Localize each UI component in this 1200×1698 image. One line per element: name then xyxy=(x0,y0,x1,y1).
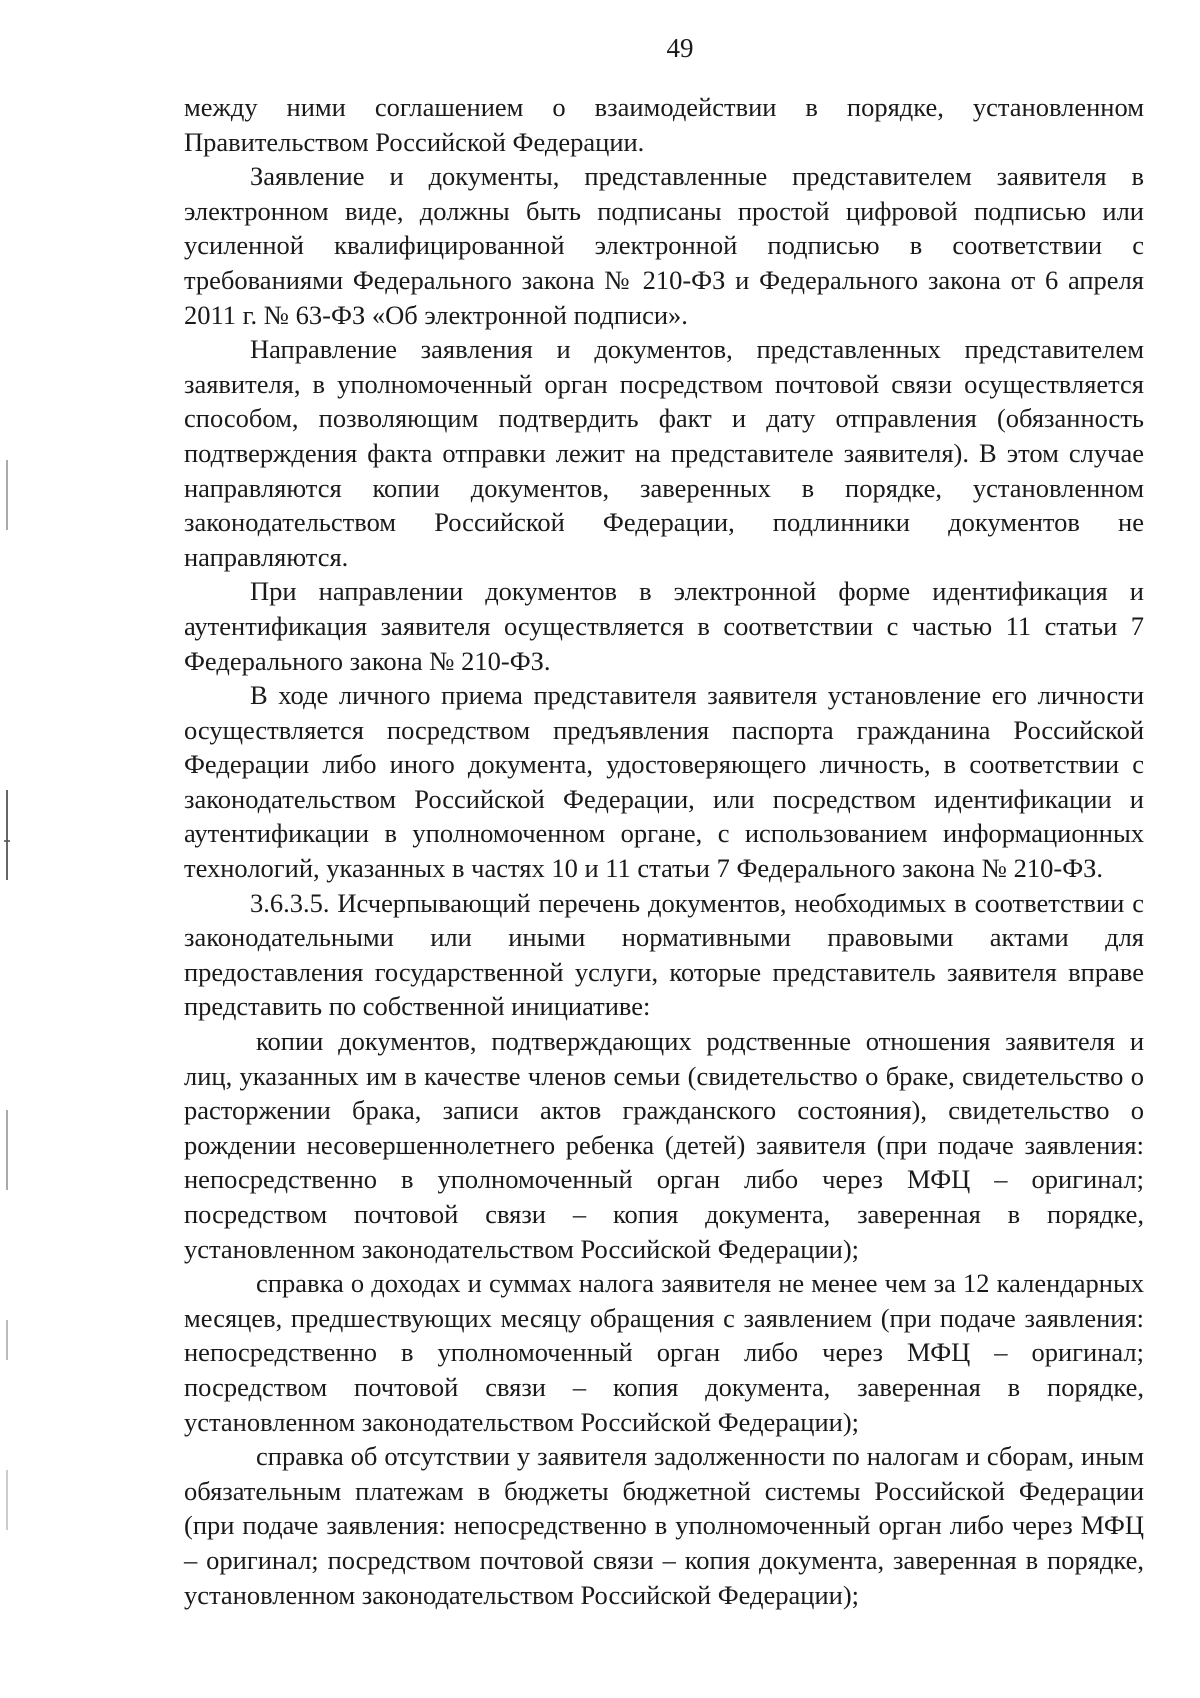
scan-margin-mark xyxy=(6,1470,8,1530)
paragraph-electronic-identification: При направлении документов в электронной форме идентификация и аутентификация заявителя осуществляется в соответствии с частью 11 статьи 7 Федерального закона № 210-ФЗ. xyxy=(184,576,1144,676)
scan-margin-mark xyxy=(6,790,8,880)
scan-margin-mark xyxy=(6,1320,8,1360)
paragraph-postal-submission: Направление заявления и документов, представленных представителем заявителя, в уполномоченный орган посредством почтовой связи осуществляется способом, позволяющим подтвердить факт и дату отправления (обязанность подтверждения факта отправки лежит на представителе заявителя). В этом случае направляются копии документов, заверенных в порядке, установленном законодательством Российской Федерации, подлинники документов не направляются. xyxy=(184,334,1144,572)
paragraph-continuation: между ними соглашением о взаимодействии в порядке, установленном Правительством Российской Федерации. xyxy=(184,92,1144,157)
paragraph-electronic-signature: Заявление и документы, представленные представителем заявителя в электронном виде, должны быть подписаны простой цифровой подписью или усиленной квалифицированной электронной подписью в соответствии с требованиями Федерального закона № 210-ФЗ и Федерального закона от 6 апреля 2011 г. № 63-ФЗ «Об электронной подписи». xyxy=(184,161,1144,330)
paragraph-clause-3-6-3-5: 3.6.3.5. Исчерпывающий перечень документов, необходимых в соответствии с законодательными или иными нормативными правовыми актами для предоставления государственной услуги, которые представитель заявителя вправе представить по собственной инициативе: xyxy=(184,887,1144,1022)
list-item-kinship-documents: копии документов, подтверждающих родственные отношения заявителя и лиц, указанных им в качестве членов семьи (свидетельство о браке, свидетельство о расторжении брака, записи актов гражданского состояния), свидетельство о рождении несовершеннолетнего ребенка (детей) заявителя (при подаче заявления: непосредственно в уполномоченный орган либо через МФЦ – оригинал; посредством почтовой связи – копия документа, заверенная в порядке, установленном законодательством Российской Федерации); xyxy=(184,1026,1144,1264)
scan-margin-mark xyxy=(6,1110,8,1190)
scan-margin-mark xyxy=(4,840,10,842)
scan-margin-mark xyxy=(6,460,8,530)
page-number: 49 xyxy=(666,33,694,63)
paragraph-personal-reception: В ходе личного приема представителя заявителя установление его личности осуществляется посредством предъявления паспорта гражданина Российской Федерации либо иного документа, удостоверяющего личность, в соответствии с законодательством Российской Федерации, или посредством идентификации и аутентификации в уполномоченном органе, с использованием информационных технологий, указанных в частях 10 и 11 статьи 7 Федерального закона № 210-ФЗ. xyxy=(184,680,1144,884)
list-item-tax-debt-certificate: справка об отсутствии у заявителя задолженности по налогам и сборам, иным обязательным платежам в бюджеты бюджетной системы Российской Федерации (при подаче заявления: непосредственно в уполномоченный орган либо через МФЦ – оригинал; посредством почтовой связи – копия документа, заверенная в порядке, установленном законодательством Российской Федерации); xyxy=(184,1441,1144,1610)
list-item-income-certificate: справка о доходах и суммах налога заявителя не менее чем за 12 календарных месяцев, предшествующих месяцу обращения с заявлением (при подаче заявления: непосредственно в уполномоченный орган либо через МФЦ – оригинал; посредством почтовой связи – копия документа, заверенная в порядке, установленном законодательством Российской Федерации); xyxy=(184,1268,1144,1437)
document-body xyxy=(184,90,1144,1612)
